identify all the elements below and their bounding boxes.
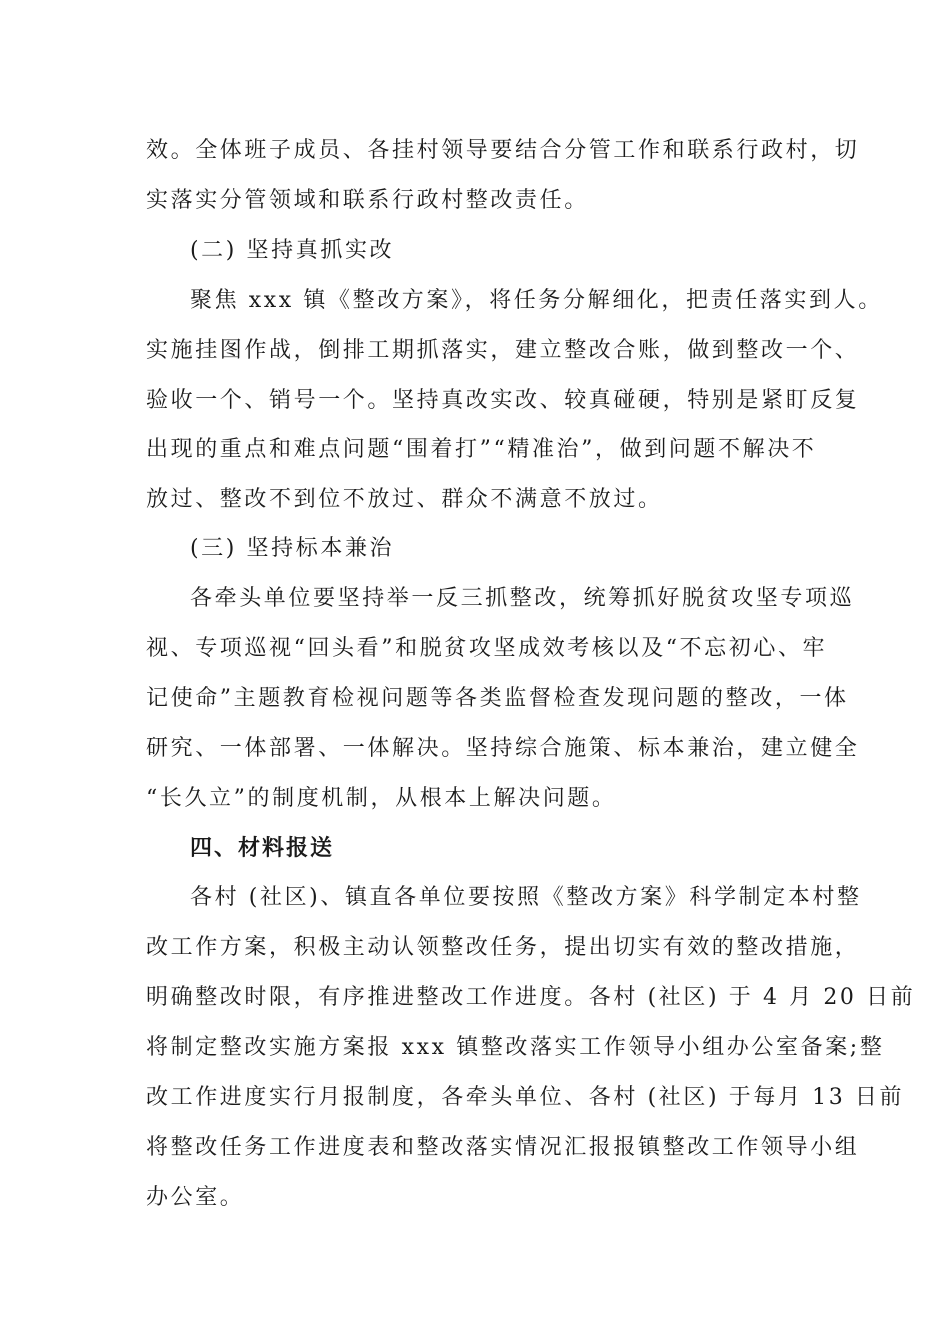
paragraph-line: 出现的重点和难点问题“围着打”“精准治”，做到问题不解决不 (146, 437, 817, 462)
paragraph-line: 验收一个、销号一个。坚持真改实改、较真碰硬，特别是紧盯反复 (146, 388, 860, 413)
paragraph-line: 将制定整改实施方案报 xxx 镇整改落实工作领导小组办公室备案;整 (146, 1035, 885, 1060)
paragraph-line: 聚焦 xxx 镇《整改方案》，将任务分解细化，把责任落实到人。 (190, 288, 883, 313)
paragraph-line: 改工作进度实行月报制度，各牵头单位、各村 (社区) 于每月 13 日前 (146, 1085, 905, 1110)
section-heading-3: (三) 坚持标本兼治 (190, 536, 395, 561)
paragraph-line: 效。全体班子成员、各挂村领导要结合分管工作和联系行政村，切 (146, 138, 860, 163)
paragraph-line: 改工作方案，积极主动认领整改任务，提出切实有效的整改措施， (146, 935, 860, 960)
paragraph-line: 记使命”主题教育检视问题等各类监督检查发现问题的整改，一体 (146, 686, 849, 711)
paragraph-line: 办公室。 (146, 1185, 245, 1210)
paragraph-line: 将整改任务工作进度表和整改落实情况汇报报镇整改工作领导小组 (146, 1135, 860, 1160)
paragraph-line: 实施挂图作战，倒排工期抓落实，建立整改合账，做到整改一个、 (146, 338, 860, 363)
paragraph-line: 明确整改时限，有序推进整改工作进度。各村 (社区) 于 4 月 20 日前 (146, 985, 916, 1010)
paragraph-line: 研究、一体部署、一体解决。坚持综合施策、标本兼治，建立健全 (146, 736, 860, 761)
paragraph-line: 视、专项巡视“回头看”和脱贫攻坚成效考核以及“不忘初心、牢 (146, 636, 828, 661)
section-heading-4: 四、材料报送 (190, 835, 335, 861)
paragraph-line: 各牵头单位要坚持举一反三抓整改，统筹抓好脱贫攻坚专项巡 (190, 586, 855, 611)
paragraph-line: “长久立”的制度机制，从根本上解决问题。 (146, 786, 617, 811)
paragraph-line: 实落实分管领域和联系行政村整改责任。 (146, 188, 589, 213)
section-heading-2: (二) 坚持真抓实改 (190, 238, 395, 263)
paragraph-line: 各村 (社区)、镇直各单位要按照《整改方案》科学制定本村整 (190, 885, 862, 910)
paragraph-line: 放过、整改不到位不放过、群众不满意不放过。 (146, 487, 663, 512)
